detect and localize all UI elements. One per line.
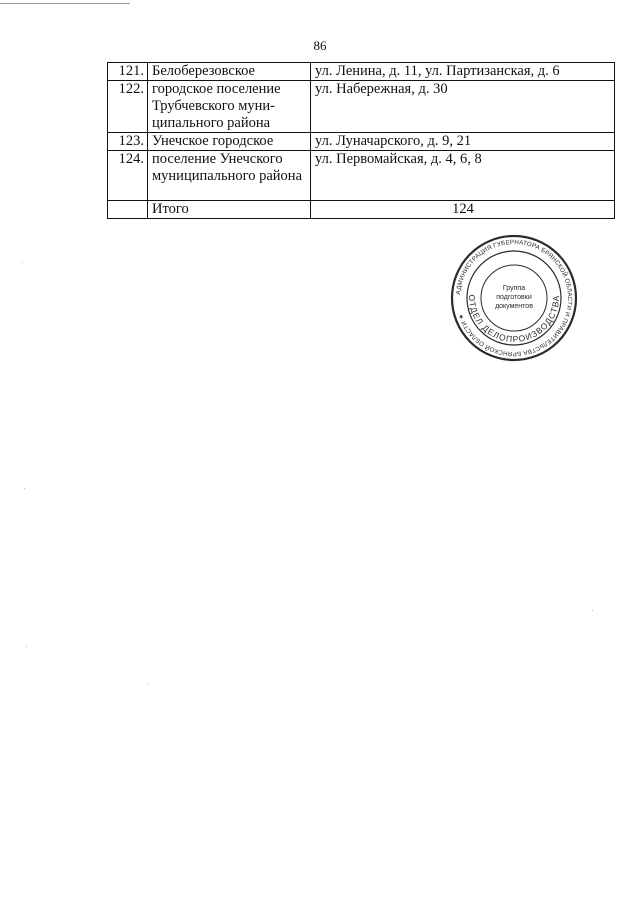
scan-artifact bbox=[148, 683, 149, 684]
stamp-outer-text: АДМИНИСТРАЦИЯ ГУБЕРНАТОРА БРЯНСКОЙ ОБЛАСТИ И ПРАВИТЕЛЬСТВА БРЯНСКОЙ ОБЛАСТИ ★ bbox=[455, 238, 574, 358]
table-row bbox=[108, 81, 615, 133]
scan-artifact bbox=[22, 262, 23, 263]
table-row bbox=[108, 151, 615, 201]
settlement-name: Унечское городское bbox=[148, 133, 311, 151]
row-number: 122. bbox=[108, 81, 148, 133]
addresses-table bbox=[107, 62, 615, 219]
row-number-empty bbox=[108, 201, 148, 219]
scan-artifact bbox=[24, 488, 25, 489]
address-cell: ул. Набережная, д. 30 bbox=[311, 81, 615, 133]
stamp-ring-text: ОТДЕЛ ДЕЛОПРОИЗВОДСТВА bbox=[466, 294, 562, 345]
top-edge-line bbox=[0, 3, 130, 4]
page-number: 86 bbox=[313, 38, 327, 53]
settlement-name: поселение Унечского муниципального района bbox=[148, 151, 311, 201]
total-label: Итого bbox=[148, 201, 311, 219]
address-cell: ул. Ленина, д. 11, ул. Партизанская, д. 6 bbox=[311, 63, 615, 81]
stamp-center-line: документов bbox=[495, 303, 533, 310]
official-stamp bbox=[449, 233, 579, 363]
scan-artifact bbox=[592, 610, 593, 611]
stamp-center-line: Группа bbox=[502, 285, 526, 292]
address-cell: ул. Луначарского, д. 9, 21 bbox=[311, 133, 615, 151]
row-number: 123. bbox=[108, 133, 148, 151]
scan-artifact bbox=[26, 646, 27, 647]
settlement-name: городское поселение Трубчевского муни-ципального района bbox=[148, 81, 311, 133]
table-row-total bbox=[108, 201, 615, 219]
stamp-center-line: подготовки bbox=[496, 294, 532, 301]
row-number: 124. bbox=[108, 151, 148, 201]
table-row bbox=[108, 133, 615, 151]
settlement-name: Белоберезовское bbox=[148, 63, 311, 81]
table-row bbox=[108, 63, 615, 81]
row-number: 121. bbox=[108, 63, 148, 81]
total-value: 124 bbox=[311, 201, 615, 219]
address-cell: ул. Первомайская, д. 4, 6, 8 bbox=[311, 151, 615, 201]
